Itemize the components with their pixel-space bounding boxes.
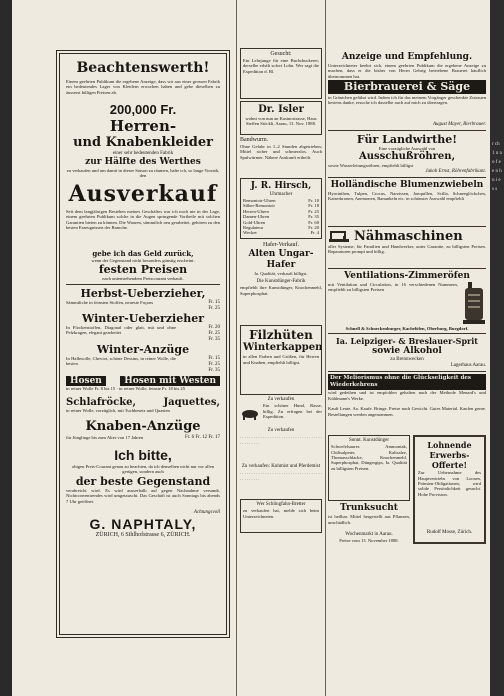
hafer-title: Hafer-Verkauf. xyxy=(262,241,300,248)
verkaufen-text: Ein schöner Hund, Rasse, billig. Zu erfragen bei der Expedition. xyxy=(263,403,322,420)
knaben-price: Fr. 12 xyxy=(195,434,208,440)
jaquettes-label: Jaquettes, xyxy=(163,396,220,408)
anzeige-notice xyxy=(328,52,486,128)
item-name: Winter-Ueberzieher xyxy=(81,311,205,325)
hirsch-row-label: Regulateur xyxy=(243,225,264,231)
ad-hosen-row xyxy=(66,376,220,386)
knaben-price: Fr. 6 xyxy=(184,434,195,440)
filzhuten-title: Filzhüten xyxy=(249,328,313,343)
melioration-text: wird gedeihen und ist empfohlen gehalten nach der Methode Menard's und Kühlmann's Werke. xyxy=(328,390,486,401)
ad-title-herren: Herren- xyxy=(109,117,177,135)
landwirthe-title: Für Landwirthe! xyxy=(356,133,458,146)
hirsch-row-label: Gold-Uhren xyxy=(243,219,266,225)
filz-text: in allen Farben und Größen, für Herren und Knaben, empfiehlt billigst. xyxy=(243,354,319,365)
kachelofen-text: Schnell & Schneckenburger, Kachelöfen, Oberburg, Burgdorf. xyxy=(345,325,469,331)
ausschuss-text: sowie Wasserleitungsröhren, empfiehlt billigst xyxy=(328,163,414,169)
winterkappen-title: Winterkappen xyxy=(243,342,322,354)
hosen-label: Hosen xyxy=(66,376,106,386)
cow-icon xyxy=(240,408,260,420)
hafer-sub: Alten Ungar-Hafer xyxy=(248,248,314,270)
knaben-price: Fr. 17 xyxy=(208,434,220,440)
hirsch-row-value: Fr. 10 xyxy=(308,198,319,203)
item-name: Winter-Anzüge xyxy=(96,342,190,356)
naehmaschinen-text: aller Systeme, für Familien und Handwerker, unter Garantie, zu billigsten Preisen. Reparaturen prompt und billig. xyxy=(328,243,486,255)
bretter-text: zu verkaufen hat, melde sich beim Unterzeichneten. xyxy=(243,508,319,519)
ad-bitte-note: obigen Preis-Courant genau zu beachten, da ich denselben nicht nur vor allen gerügen, sondern auch xyxy=(71,463,215,475)
ventilations-notice xyxy=(328,271,486,331)
ad-cash-note: wenn der Gegenstand nicht besonders günstig erscheint. xyxy=(91,258,195,263)
hirsch-row-value: Fr. 18 xyxy=(308,203,319,209)
wochenmarkt-text: Preise vom 13. November 1888. xyxy=(339,538,399,544)
bretter-notice xyxy=(240,499,322,533)
ad-sub-saison: zu verkaufen und um damit in dieser Saison zu räumen, halte ich, so lange Vorrath, den xyxy=(66,168,220,179)
isler-notice xyxy=(240,101,322,135)
mist-notice: Zu verkaufen: Kuhmist und Pferdemist . . . . . . . . . . . . . . . . . . . . . . . . . . . . . . . . . . . . . . . . . . . . . xyxy=(240,464,322,481)
erwerbs-offerte-notice xyxy=(413,435,486,543)
hirsch-title: J. R. Hirsch, xyxy=(250,181,312,191)
ad-firm-name: G. NAPHTALY, xyxy=(89,515,197,532)
isler-title: Dr. Isler xyxy=(258,104,304,115)
ventilations-title: Ventilations-Zimmeröfen xyxy=(344,270,470,281)
hirsch-row-value: Fr. 20 xyxy=(308,225,319,231)
item-price: Fr. 35 xyxy=(208,367,220,373)
bandwurm-title: Bandwurm. xyxy=(240,137,269,143)
ad-closing: verabreicht wird. Es wird ausserhalb auf gegen Nachnahme versandt, Nichtconvenirendes wird umgetauscht. Das Geschäft ist auch Sonntags bis abends 7 Uhr geöffnet. xyxy=(66,487,220,504)
alkohol-title: sowie Alkohol xyxy=(372,346,442,357)
ad-half-price: zur Hälfte des Werthes xyxy=(85,157,201,167)
ad-bitte: Ich bitte, xyxy=(114,446,172,463)
binding-shadow-left xyxy=(0,0,12,696)
wochenmarkt-title: Wochenmarkt in Aarau. xyxy=(345,532,393,538)
verkaufen-title: Zu verkaufen xyxy=(267,397,295,403)
hirsch-row-label: Silber-Remontoir xyxy=(243,203,276,209)
kunstdunger-notice xyxy=(240,279,322,323)
melioration-title: Der Meliorismus ohne die Glückseligkeit des Wiederkehrens xyxy=(328,374,486,390)
ad-fixed-note: nach untenstehendem Preiscourant verkauft. xyxy=(102,276,184,282)
trunksucht-text: ist heilbar. Mittel hergestellt aus Pflanzen, unschädlich. xyxy=(328,514,410,525)
blumen-title: Holländische Blumenzwiebeln xyxy=(330,179,484,190)
naphtaly-advertisement: Beachtenswerth! Einem geehrten Publikum die ergebene Anzeige, dass wir aus einer grossen Fabrik ein bedeutendes Lager von Kleidern erworben haben und gebe dieselben zu äusserst billigen Preisen ab. 200,000 Fr. Herren- und Knabenkleider einer sehr bedeutenden Fabrik zur Hälfte des Werthes zu verkaufen und um damit in dieser Saison zu räumen, halte ich, so lange Vorrath, den Ausverkauf Seit dem langjährigen Bestehen meines Geschäftes war ich noch nie in der Lage, einem geehrten Publikum solche in die Augen springende Vortheile mit solchen Garantien bieten zu können. Die Waaren, sämmtlich neu gearbeitet, gehören zu den besten Erzeugnissen der Branche. gebe ich das Geld zurück, wenn der Gegenstand nicht besonders günstig erscheint. festen Preisen nach untenstehendem Preiscourant verkauft. Herbst-Ueberzieher, Sämmtliche in feinsten Stoffen, neueste Façons Fr. 15 Fr. 25 Winter-Ueberzieher In Flockenstoffen, Diagonal oder glatt, mit und ohne Pelzkragen, elegant gearbeitet Fr. 20 Fr. 25 Fr. 35 Winter-Anzüge In Halbwolle, Cheviot, schöne Dessins, in reiner Wolle, die besten Fr. 15 Fr. 25 Fr. 35 Hosen Hosen mit Westen in reiner Wolle Fr. 8 bis 15 · in reiner Wolle, feinste Fr. 18 bis 25 Schlafröcke, Jaquettes, in reiner Wolle, vorzüglich, mit Tuchbesetz und Quasten Knaben-Anzüge für Jünglinge bis zum Alter von 17 Jahren Fr. 6 Fr. 12 Fr. 17 Ich bitte, obigen Preis-Courant genau zu beachten, da ich denselben nicht nur vor allen gerügen, sondern auch der beste Gegenstand verabreicht wird. Es wird ausserhalb auf gegen Nachnahme versandt, Nichtconvenirendes wird umgetauscht. Das Geschäft ist auch Sonntags bis abends 7 Uhr geöffnet. Achtungsvoll G. NAPHTALY, ZÜRICH, 6 Sihlhofstrasse 6, ZÜRICH. xyxy=(56,50,230,638)
hirsch-row-label: Remontoir-Uhren xyxy=(243,198,276,203)
adjacent-page-text: r ch 1 n n o f e e n h u i e s s xyxy=(492,142,502,192)
brauerei-text: in Gränichen geführt wird. Indem ich für das meinem Vorgänger geschenkte Zutrauen bestens danke, ersuche ich dasselbe auch auf mich zu übertragen. xyxy=(328,95,486,106)
brauerei-title: Bierbrauerei & Säge xyxy=(328,80,486,94)
brennwecken-text: zu Brennwecken xyxy=(390,357,424,363)
hirsch-row-label: Herren-Uhren xyxy=(243,208,269,214)
mist-title: Zu verkaufen: Kuhmist und Pferdemist xyxy=(241,464,321,470)
bandwurm-notice xyxy=(240,137,322,176)
naehmaschinen-notice xyxy=(328,229,486,266)
ad-item-winter-ueberzieher: Winter-Ueberzieher In Flockenstoffen, Diagonal oder glatt, mit und ohne Pelzkragen, elegant gearbeitet Fr. 20 Fr. 25 Fr. 35 xyxy=(66,311,220,342)
column-rule xyxy=(236,0,237,696)
hirsch-row-label: Wecker xyxy=(243,230,257,236)
anzeige-title: Anzeige und Empfehlung. xyxy=(341,52,473,62)
verkaufen-2-title: Zu verkaufen xyxy=(267,428,295,434)
schlafrocke-label: Schlafröcke, xyxy=(66,396,136,408)
trunksucht-title: Trunksucht xyxy=(340,503,398,514)
ad-item-herbst: Herbst-Ueberzieher, Sämmtliche in feinsten Stoffen, neueste Façons Fr. 15 Fr. 25 xyxy=(66,286,220,311)
middle-column xyxy=(240,48,322,648)
column-rule xyxy=(325,0,326,696)
item-name: Herbst-Ueberzieher, xyxy=(80,286,206,300)
ad-amount: 200,000 Fr. xyxy=(109,102,177,117)
ventilations-text: mit Ventilation und Circulation, in 16 verschiedenen Nummern, empfiehlt zu billigsten Preisen xyxy=(328,281,458,293)
bandwurm-text: Ohne Gefahr in 1–2 Stunden abgetrieben; Mittel sicher und schmerzlos. Auch Spulwürmer. Nähere Auskunft ertheilt. xyxy=(240,144,322,160)
kunstdunger-text: empfiehlt ihre Kunstdünger, Knochenmehl, Superphosphat. xyxy=(240,285,322,296)
ad-fixed-prices: festen Preisen xyxy=(98,263,188,277)
sprit-signature: Lagerhaus Aarau. xyxy=(450,363,486,369)
hosen-westen-label: Hosen mit Westen xyxy=(120,376,220,386)
gesucht-text: Ein Lehrjunge für eine Buchdruckerei; derselbe erhält sofort Lohn. Wer sagt die Expedition d. Bl. xyxy=(243,58,319,74)
isler-text: wohnt von nun an Kasinostrasse, Haus Steffen Stöckli, Aarau, 13. Nov. 1888. xyxy=(245,116,317,127)
erwerbs-signature: Rudolf Mosse, Zürich. xyxy=(426,530,473,536)
ad-schlafrocke-row xyxy=(66,397,220,408)
ad-cash-back: gebe ich das Geld zurück, xyxy=(92,249,194,258)
trunksucht-notice xyxy=(328,503,410,530)
anzeige-text: Unterzeichneter beehrt sich, einem geehrten Publikum die ergebene Anzeige zu machen, dass er die bisher von Herrn Gehrig betriebene Brauerei käuflich übernommen hat. xyxy=(328,63,486,79)
sprit-title: Ia. Leipziger- & Breslauer-Sprit xyxy=(336,336,478,347)
kunstdunger-title: Die Kunstdünger-Fabrik xyxy=(256,279,306,285)
hafer-text: Ia. Qualität, verkauft billigst. xyxy=(254,270,308,276)
sewing-machine-icon xyxy=(328,229,350,243)
ad-knaben-anzuege: Knaben-Anzüge xyxy=(85,418,201,434)
hafer-notice xyxy=(240,242,322,276)
ad-headline: Beachtenswerth! xyxy=(76,60,210,76)
brauerei-signature: August Mayer, Bierbrauer. xyxy=(432,122,486,127)
wochenmarkt-notice xyxy=(328,532,410,543)
item-price: Fr. 25 xyxy=(208,305,220,311)
erwerbs-text: Zur Uebernahme des Hauptvertriebs von Loosen, Prämien-Obligationen, wird solide Persönlichkeit gesucht. Hohe Provision. xyxy=(418,470,481,497)
ausschuss-signature: Jakob Ernst, Röhrenfabrikant. xyxy=(425,168,486,174)
gesucht-title: Gesucht: xyxy=(270,51,292,57)
landwirthe-notice xyxy=(328,133,486,175)
newspaper-page xyxy=(12,0,490,696)
ad-address: ZÜRICH, 6 Sihlhofstrasse 6, ZÜRICH. xyxy=(95,531,191,538)
naehmaschinen-title: Nähmaschinen xyxy=(354,228,463,244)
item-price: Fr. 15 xyxy=(208,299,220,305)
ad-best-item: der beste Gegenstand xyxy=(75,474,211,488)
ad-item-winter-anzuege: Winter-Anzüge In Halbwolle, Cheviot, schöne Dessins, in reiner Wolle, die besten Fr. 15 Fr. 25 Fr. 35 xyxy=(66,342,220,373)
verkaufen-notice xyxy=(240,397,322,425)
item-price: Fr. 15 xyxy=(208,355,220,361)
ad-ausverkauf: Ausverkauf xyxy=(68,181,218,207)
bretter-title: Wer Schlingfahn-Bretter xyxy=(256,502,306,508)
hirsch-price-row xyxy=(243,230,319,235)
ausschuss-title: Ausschußröhren, xyxy=(358,151,456,163)
item-price: Fr. 20 xyxy=(208,324,220,330)
hirsch-row-value: Fr. 25 xyxy=(308,208,319,214)
item-price: Fr. 25 xyxy=(208,361,220,367)
verkaufen-2-notice: Zu verkaufen . . . . . . . . . . . . . . . . . . . . . . . . . . . . . . . . . . . . . . . . . . . . . xyxy=(240,428,322,445)
hirsch-row-value: Fr. 35 xyxy=(308,214,319,220)
blumen-notice xyxy=(328,180,486,224)
ad-intro: Einem geehrten Publikum die ergebene Anzeige, dass wir aus einer grossen Fabrik ein bedeutendes Lager von Kleidern erworben haben und gebe dieselben zu äusserst billigen Preisen ab. xyxy=(66,79,220,95)
item-price: Fr. 35 xyxy=(208,336,220,342)
hirsch-notice xyxy=(240,178,322,239)
ad-signoff: Achtungsvoll xyxy=(193,509,220,515)
stove-icon xyxy=(462,282,486,326)
melioration-notice: Der Meliorismus ohne die Glückseligkeit des Wiederkehrens wird gedeihen und ist empfohlen gehalten nach der Methode Menard's und Kühlmann's Werke. Kauft Leute. Aa. Kaufe. Bringe. Preise nach Gewicht. Gutes Material. Kaufen gerne. Bestellungen werden angenommen. xyxy=(328,375,486,417)
hirsch-price-list xyxy=(243,198,319,236)
adjacent-page-edge xyxy=(490,0,504,696)
sonnt-kunstdunger-notice: Sonnt. Kunstdünger Schwefelsaures Ammoniak, Chilisalpeter, Kalisalze, Thomasschlacke, Knochenmehl, Superphosphat, Düngergips, Ia. Qualität zu billigsten Preisen. xyxy=(328,435,410,501)
hirsch-row-value: Fr. 60 xyxy=(308,219,319,225)
ad-sub-fabrik: einer sehr bedeutenden Fabrik xyxy=(112,151,174,156)
gesucht-notice xyxy=(240,48,322,99)
item-price: Fr. 25 xyxy=(208,330,220,336)
blumen-text: Hyacinthen, Tulpen, Crocus, Narzissen, Jonquillen, Scilla, Schneeglöckchen, Kaiserkronen, Anemonen, Ranunkeln etc. in schönster Auswahl empfiehlt xyxy=(328,190,486,202)
hirsch-row-value: Fr. 4 xyxy=(310,230,319,236)
hirsch-sub: Uhrmacher xyxy=(269,192,293,197)
sonnt-kunstdunger-title: Sonnt. Kunstdünger xyxy=(349,438,389,444)
landwirthe-text: Eine vorzügliche Auswahl von xyxy=(378,146,436,151)
hirsch-row-label: Damen-Uhren xyxy=(243,214,270,220)
filzhuten-notice xyxy=(240,325,322,395)
erwerbs-title: Lohnende Erwerbs-Offerte! xyxy=(427,440,472,471)
ad-title-knaben: und Knabenkleider xyxy=(73,135,213,150)
right-column xyxy=(328,52,486,652)
ad-body: Seit dem langjährigen Bestehen meines Geschäftes war ich noch nie in der Lage, einem geehrten Publikum solche in die Augen springende Vortheile mit solchen Garantien bieten zu können. Die Waaren, sämmtlich neu gearbeitet, gehören zu den besten Erzeugnissen der Branche. xyxy=(66,209,220,231)
sprit-notice xyxy=(328,336,486,369)
